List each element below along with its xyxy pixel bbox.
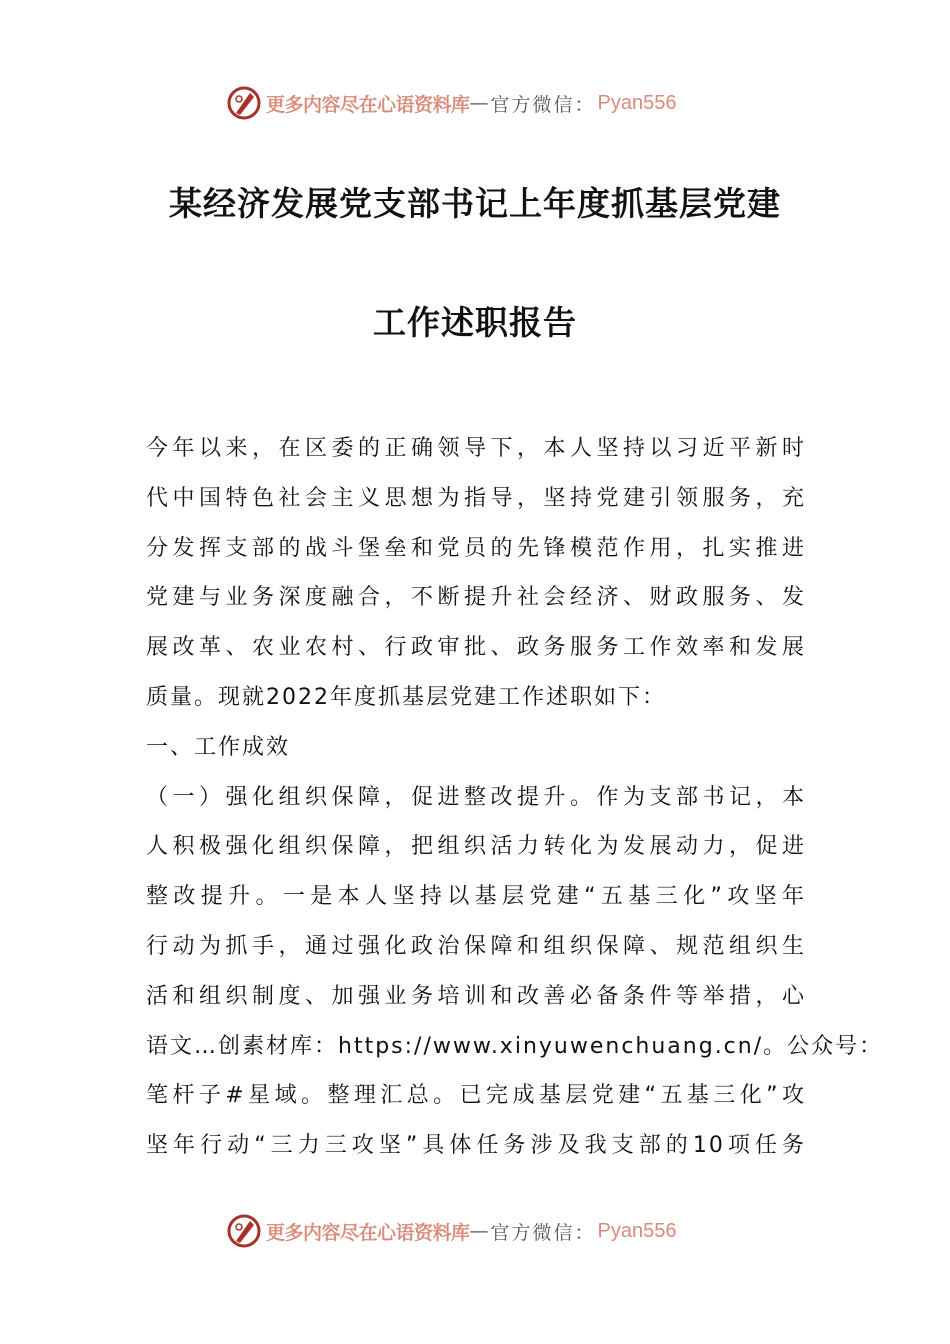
body-text-line: 展改革、农业农村、行政审批、政务服务工作效率和发展 bbox=[146, 635, 806, 661]
body-text-line: 坚年行动“三力三攻坚”具体任务涉及我支部的10项任务 bbox=[146, 1133, 806, 1159]
body-text-line: 今年以来，在区委的正确领导下，本人坚持以习近平新时 bbox=[146, 436, 806, 461]
body-text-line: 人积极强化组织保障，把组织活力转化为发展动力，促进 bbox=[146, 834, 806, 860]
body-text-line: 活和组织制度、加强业务培训和改善必备条件等举措，心 bbox=[146, 983, 806, 1009]
pen-logo-icon bbox=[226, 85, 262, 121]
watermark-wechat-id: Pyan556 bbox=[597, 91, 677, 114]
body-text-line: 分发挥支部的战斗堡垒和党员的先锋模范作用，扎实推进 bbox=[146, 535, 806, 561]
watermark-banner-top bbox=[226, 83, 726, 123]
body-text-line: （一）强化组织保障，促进整改提升。作为支部书记，本 bbox=[146, 784, 806, 810]
body-text-line: 整改提升。一是本人坚持以基层党建“五基三化”攻坚年 bbox=[146, 884, 806, 910]
pen-logo-icon bbox=[226, 1213, 262, 1249]
body-text-line: 笔杆子#星域。整理汇总。已完成基层党建“五基三化”攻 bbox=[146, 1083, 806, 1109]
watermark-site-text: 更多内容尽在心语资料库 bbox=[266, 1221, 470, 1244]
watermark-wechat-label: 官方微信： bbox=[490, 1221, 596, 1244]
body-text-line: 质量。现就2022年度抓基层党建工作述职如下： bbox=[146, 685, 666, 710]
watermark-banner-bottom bbox=[226, 1211, 726, 1251]
body-text-line: 行动为抓手，通过强化政治保障和组织保障、规范组织生 bbox=[146, 934, 806, 959]
body-text-line: 代中国特色社会主义思想为指导，坚持党建引领服务，充 bbox=[146, 485, 806, 511]
watermark-wechat-id: Pyan556 bbox=[597, 1219, 677, 1242]
document-title-line-2: 工作述职报告 bbox=[373, 303, 577, 342]
watermark-dash: — bbox=[469, 1220, 491, 1242]
watermark-wechat-label: 官方微信： bbox=[490, 93, 596, 116]
body-text-line: 一、工作成效 bbox=[146, 734, 291, 760]
watermark-dash: — bbox=[469, 92, 491, 114]
body-text-line: 党建与业务深度融合，不断提升社会经济、财政服务、发 bbox=[146, 585, 806, 611]
document-title-line-1: 某经济发展党支部书记上年度抓基层党建 bbox=[169, 184, 781, 223]
body-text-line: 语文…创素材库：https://www.xinyuwenchuang.cn/。公众号： bbox=[146, 1033, 884, 1059]
watermark-site-text: 更多内容尽在心语资料库 bbox=[266, 93, 470, 116]
